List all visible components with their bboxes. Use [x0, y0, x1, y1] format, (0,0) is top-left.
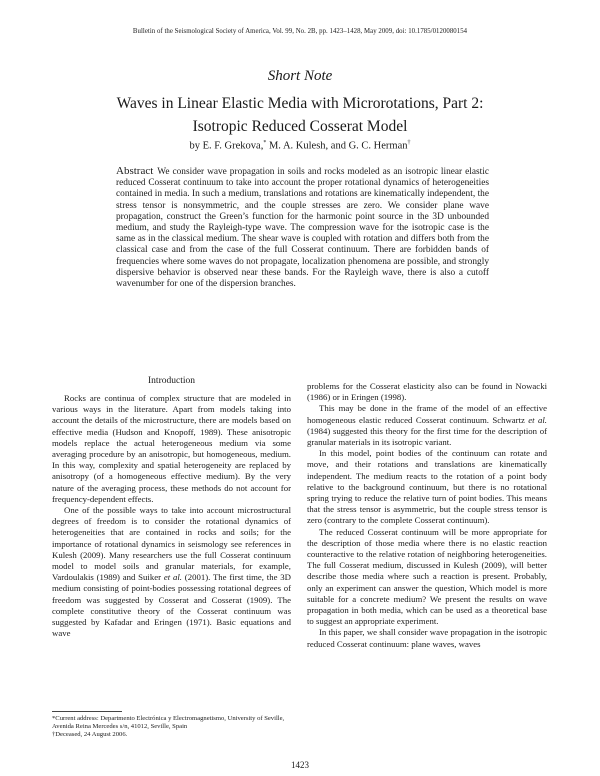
text-run: One of the possible ways to take into account microstructural degrees of freedom is to consider the rotational dynamics of heterogeneities that are contained in rocks and soils; for the importance of rotational dynamics in seismology see references in Kulesh (2009). Many researchers use the full Cosserat continuum model to model soils and granular materials, for example, Vardoulakis (1989) and Suiker [52, 505, 291, 583]
title-line-2: Isotropic Reduced Cosserat Model [192, 118, 408, 135]
footnotes [52, 715, 291, 739]
paragraph: The reduced Cosserat continuum will be more appropriate for the description of those media where there is no elastic reaction counteractive to the relative rotation of neighboring heterogeneities. The full Cosserat medium, discussed in Kulesh (2009), will better describe those media where such a reaction is present. Probably, only an experiment can answer the question, Which model is more suitable for a concrete medium? We present the results on wave propagation in both media, which can be used as a theoretical base to suggest an appropriate experiment. [307, 526, 547, 627]
running-head: Bulletin of the Seismological Society of America, Vol. 99, No. 2B, pp. 1423–1428, May 2009, doi: 10.1785/0120080154 [132, 28, 468, 35]
paragraph: problems for the Cosserat elasticity also can be found in Nowacki (1986) or in Eringen (1998). [307, 381, 547, 403]
paragraph [307, 403, 547, 448]
footnote: *Current address: Departmento Electrónica y Electromagnetismo, University of Seville, Avenida Reina Mercedes s/n, 41012, Seville, Spain [52, 715, 285, 730]
footnote-mark: † [407, 140, 411, 146]
paragraph [52, 505, 291, 639]
section-label: Short Note [267, 68, 333, 84]
author-prefix: by [189, 140, 200, 152]
paragraph: In this model, point bodies of the continuum can rotate and move, and their rotations and translations are kinematically independent. The medium reacts to the rotation of a point body relative to the background continuum, but there is no rotational spring trying to reduce the relative turn of point bodies. This means that the stress tensor is asymmetric, but the couple stress tensor is zero (contrary to the complete Cosserat continuum). [307, 448, 547, 526]
abstract-text: We consider wave propagation in soils and rocks modeled as an isotropic linear elastic reduced Cosserat continuum to take into account the proper rotational dynamics of heterogeneities contained in media. In such a medium, translations and rotations are kinematically independent, the stress tensor is nonsymmetric, and the couple stresses are zero. We consider plane wave propagation, construct the Green’s function for the harmonic point source in the 3D unbounded medium, and study the Rayleigh-type wave. The compression wave for the isotropic case is the same as in the classical medium. The shear wave is coupled with rotation and differs both from the classical case and from the case of the full Cosserat continuum. There are forbidden bands of frequencies where some waves do not propagate, localization phenomena are possible, and strongly dispersive behavior is observed near these bands. For the Rayleigh wave, there is also a cutoff wavenumber for one of the dispersion branches. [116, 167, 489, 290]
paragraph: In this paper, we shall consider wave propagation in the isotropic reduced Cosserat continuum: plane waves, waves [307, 627, 547, 649]
text-run: (2001). The first time, the 3D medium consisting of point-bodies possessing rotational degrees of freedom was suggested by Cosserat and Cosserat (1909). The complete constitutive theory of the Cosserat continuum was suggested by Kafadar and Eringen (1971). Basic equations and wave [52, 572, 291, 639]
italic-run: et al. [528, 414, 547, 425]
left-column [52, 393, 291, 639]
abstract [116, 166, 489, 290]
author-names: M. A. Kulesh, and G. C. Herman [268, 140, 408, 152]
abstract-label: Abstract [116, 165, 154, 177]
footnote: †Deceased, 24 August 2006. [52, 731, 128, 738]
page-number: 1423 [291, 760, 309, 770]
section-heading: Introduction [148, 376, 195, 386]
article-title [0, 92, 600, 138]
author-line [0, 140, 600, 152]
paragraph: Rocks are continua of complex structure that are modeled in various ways in the literature. Apart from models taking into account the details of the microstructure, there are models based on effective media (Hudson and Knopoff, 1989). These anisotropic models replace the actual heterogeneous medium via some averaging procedure by an anisotropic, but homogeneous, medium. In this way, complexity and spatial heterogeneity are replaced by anisotropy (of a homogeneous effective medium). By the very nature of the averaging process, these methods do not account for frequency-dependent effects. [52, 393, 291, 504]
footnote-mark: * [263, 140, 267, 146]
text-run: This may be done in the frame of the model of an effective homogeneous elastic reduced Cosserat continuum. Schwartz [307, 403, 547, 425]
right-column [307, 381, 547, 650]
title-line-1: Waves in Linear Elastic Media with Microrotations, Part 2: [116, 95, 484, 112]
italic-run: et al. [163, 572, 182, 583]
text-run: (1984) suggested this theory for the first time for the description of granular materials in its isotropic variant. [307, 425, 547, 448]
author-name: E. F. Grekova, [202, 140, 264, 152]
footnote-divider [52, 711, 122, 712]
